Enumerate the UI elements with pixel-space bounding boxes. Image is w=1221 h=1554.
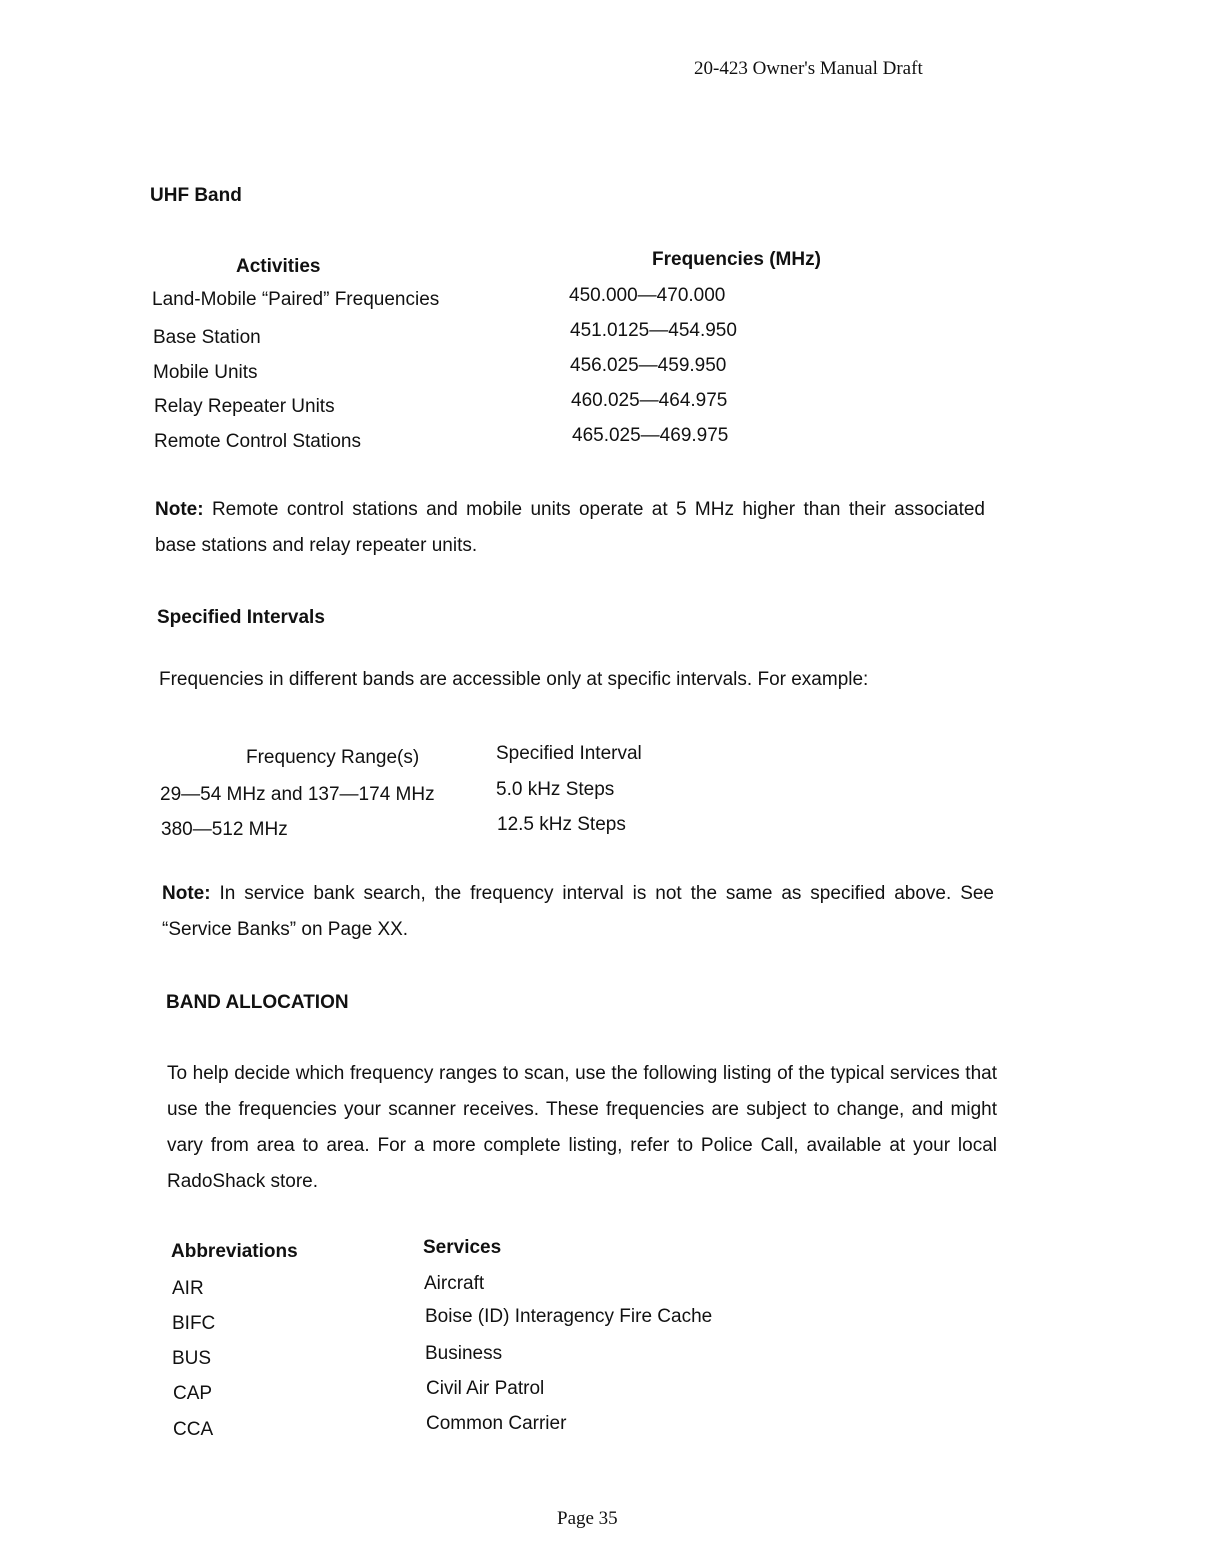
service-cell: Aircraft — [424, 1273, 485, 1294]
service-cell: Boise (ID) Interagency Fire Cache — [425, 1306, 713, 1327]
abbreviations-column-header: Abbreviations — [171, 1241, 298, 1262]
range-cell: 380—512 MHz — [161, 819, 288, 840]
table-row — [153, 362, 258, 384]
table-row — [154, 396, 335, 418]
table-row — [425, 1306, 712, 1328]
table-row — [571, 390, 727, 412]
table-row — [426, 1413, 566, 1435]
table-row — [160, 784, 435, 806]
abbreviation-cell: BUS — [172, 1348, 212, 1369]
activity-cell: Mobile Units — [153, 362, 258, 383]
activity-cell: Relay Repeater Units — [154, 396, 335, 417]
frequency-cell: 451.0125—454.950 — [570, 320, 737, 341]
uhf-note — [155, 492, 985, 564]
table-row — [152, 289, 439, 311]
table-row — [424, 1273, 484, 1295]
frequency-cell: 465.025—469.975 — [572, 425, 729, 446]
table-row — [154, 431, 361, 453]
abbreviation-cell: AIR — [172, 1278, 204, 1299]
uhf-band-heading: UHF Band — [150, 185, 242, 206]
frequencies-column-header: Frequencies (MHz) — [652, 249, 821, 270]
interval-cell: 5.0 kHz Steps — [496, 779, 615, 800]
abbreviation-cell: CAP — [173, 1383, 213, 1404]
interval-cell: 12.5 kHz Steps — [497, 814, 626, 835]
service-cell: Business — [425, 1343, 503, 1364]
specified-intervals-heading: Specified Intervals — [157, 607, 325, 628]
table-row — [425, 1343, 502, 1365]
page-number: Page 35 — [557, 1508, 618, 1529]
table-row — [496, 779, 614, 801]
note-text: In service bank search, the frequency interval is not the same as specified above. See “Service Banks” on Page XX. — [162, 883, 994, 940]
abbreviation-cell: BIFC — [172, 1313, 216, 1334]
table-row — [569, 285, 725, 307]
range-cell: 29—54 MHz and 137—174 MHz — [160, 784, 435, 805]
activities-column-header: Activities — [236, 256, 321, 277]
table-row — [172, 1278, 204, 1300]
table-row — [161, 819, 288, 841]
abbreviation-cell: CCA — [173, 1419, 214, 1440]
services-column-header: Services — [423, 1237, 502, 1258]
service-cell: Civil Air Patrol — [426, 1378, 545, 1399]
table-row — [570, 355, 726, 377]
table-row — [173, 1383, 212, 1405]
note-text: Remote control stations and mobile units operate at 5 MHz higher than their associated base stations and relay repeater units. — [155, 499, 985, 556]
table-row — [572, 425, 728, 447]
note-label: Note: — [155, 499, 204, 520]
intervals-intro: Frequencies in different bands are accessible only at specific intervals. For example: — [159, 669, 869, 690]
band-allocation-heading: BAND ALLOCATION — [166, 992, 349, 1013]
activity-cell: Remote Control Stations — [154, 431, 361, 452]
band-allocation-intro: To help decide which frequency ranges to scan, use the following listing of the typical services that use the frequencies your scanner receives. These frequencies are subject to change, and might vary from area to area. For a more complete listing, refer to Police Call, available at your local RadoShack store. — [167, 1063, 997, 1192]
table-row — [172, 1348, 211, 1370]
frequency-range-column-header: Frequency Range(s) — [246, 747, 420, 768]
note-label: Note: — [162, 883, 211, 904]
activity-cell: Base Station — [153, 327, 261, 348]
table-row — [570, 320, 737, 342]
frequency-cell: 456.025—459.950 — [570, 355, 727, 376]
table-row — [497, 814, 626, 836]
service-cell: Common Carrier — [426, 1413, 567, 1434]
specified-interval-column-header: Specified Interval — [496, 743, 642, 764]
document-title: 20-423 Owner's Manual Draft — [694, 58, 923, 79]
table-row — [153, 327, 261, 349]
table-row — [173, 1419, 213, 1441]
table-row — [426, 1378, 544, 1400]
activity-cell: Land-Mobile “Paired” Frequencies — [152, 289, 440, 310]
table-row — [172, 1313, 215, 1335]
frequency-cell: 450.000—470.000 — [569, 285, 726, 306]
intervals-note — [162, 876, 994, 948]
frequency-cell: 460.025—464.975 — [571, 390, 728, 411]
